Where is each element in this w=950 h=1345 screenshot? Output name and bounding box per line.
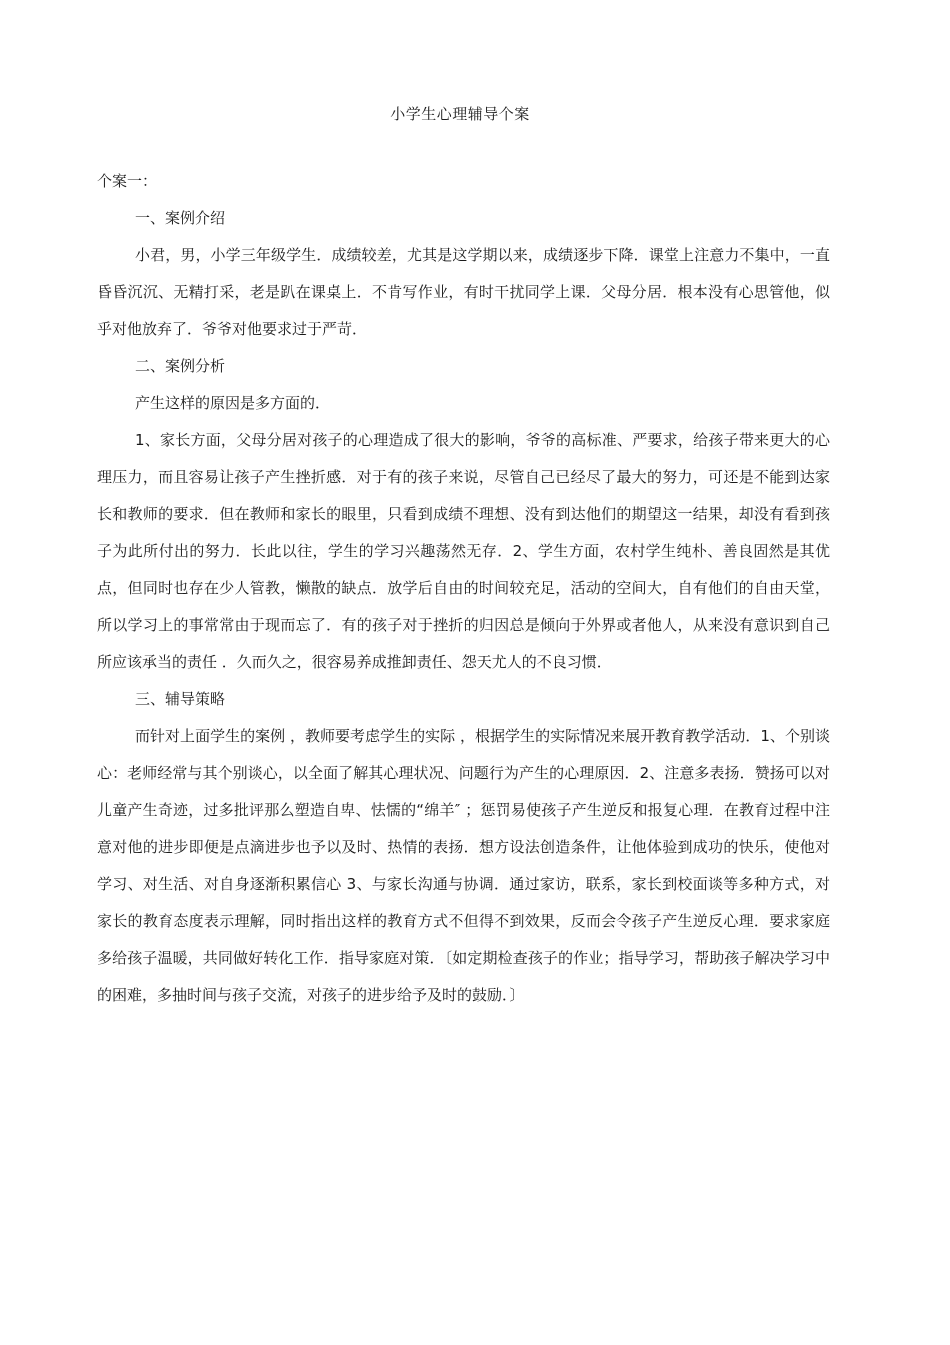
section-heading-analysis: 二、案例分析 bbox=[135, 357, 226, 375]
paragraph-intro: 小君，男，小学三年级学生．成绩较差，尤其是这学期以来，成绩逐步下降．课堂上注意力不集中，一直昏昏沉沉、无精打采，老是趴在课桌上．不肯写作业，有时干扰同学上课．父母分居．根本没有心思管他，似乎对他放弃了．爷爷对他要求过于严苛． bbox=[97, 246, 830, 338]
section-heading-strategy: 三、辅导策略 bbox=[135, 690, 226, 708]
document-body bbox=[97, 163, 830, 1014]
paragraph-analysis: 1、家长方面，父母分居对孩子的心理造成了很大的影响，爷爷的高标准、严要求，给孩子带来更大的心理压力，而且容易让孩子产生挫折感．对于有的孩子来说，尽管自己已经尽了最大的努力，可还是不能到达家长和教师的要求．但在教师和家长的眼里，只看到成绩不理想、没有到达他们的期望这一结果，却没有看到孩子为此所付出的努力．长此以往，学生的学习兴趣荡然无存．2、学生方面，农村学生纯朴、善良固然是其优点，但同时也存在少人管教，懒散的缺点．放学后自由的时间较充足，活动的空间大，自有他们的自由天堂，所以学习上的事常常由于现而忘了．有的孩子对于挫折的归因总是倾向于外界或者他人，从来没有意识到自己所应该承当的责任 ．久而久之，很容易养成推卸责任、怨天尤人的不良习惯． bbox=[97, 431, 830, 671]
section-heading-intro: 一、案例介绍 bbox=[135, 209, 226, 227]
case-label: 个案一： bbox=[97, 172, 158, 190]
paragraph-strategy: 而针对上面学生的案例 ，教师要考虑学生的实际 ，根据学生的实际情况来展开教育教学活动．1、个别谈心：老师经常与其个别谈心，以全面了解其心理状况、问题行为产生的心理原因．2、注意多表扬．赞扬可以对儿童产生奇迹，过多批评那么塑造自卑、怯懦的“绵羊″ ；惩罚易使孩子产生逆反和报复心理．在教育过程中注意对他的进步即便是点滴进步也予以及时、热情的表扬．想方设法创造条件，让他体验到成功的快乐，使他对学习、对生活、对自身逐渐积累信心 3、与家长沟通与协调．通过家访，联系，家长到校面谈等多种方式，对家长的教育态度表示理解，同时指出这样的教育方式不但得不到效果，反而会令孩子产生逆反心理．要求家庭多给孩子温暖，共同做好转化工作．指导家庭对策．〔如定期检查孩子的作业；指导学习，帮助孩子解决学习中的困难，多抽时间与孩子交流，对孩子的进步给予及时的鼓励．〕 bbox=[97, 727, 830, 1004]
paragraph-analysis-lead: 产生这样的原因是多方面的． bbox=[135, 394, 331, 412]
document-title: 小学生心理辅导个案 bbox=[390, 105, 530, 123]
